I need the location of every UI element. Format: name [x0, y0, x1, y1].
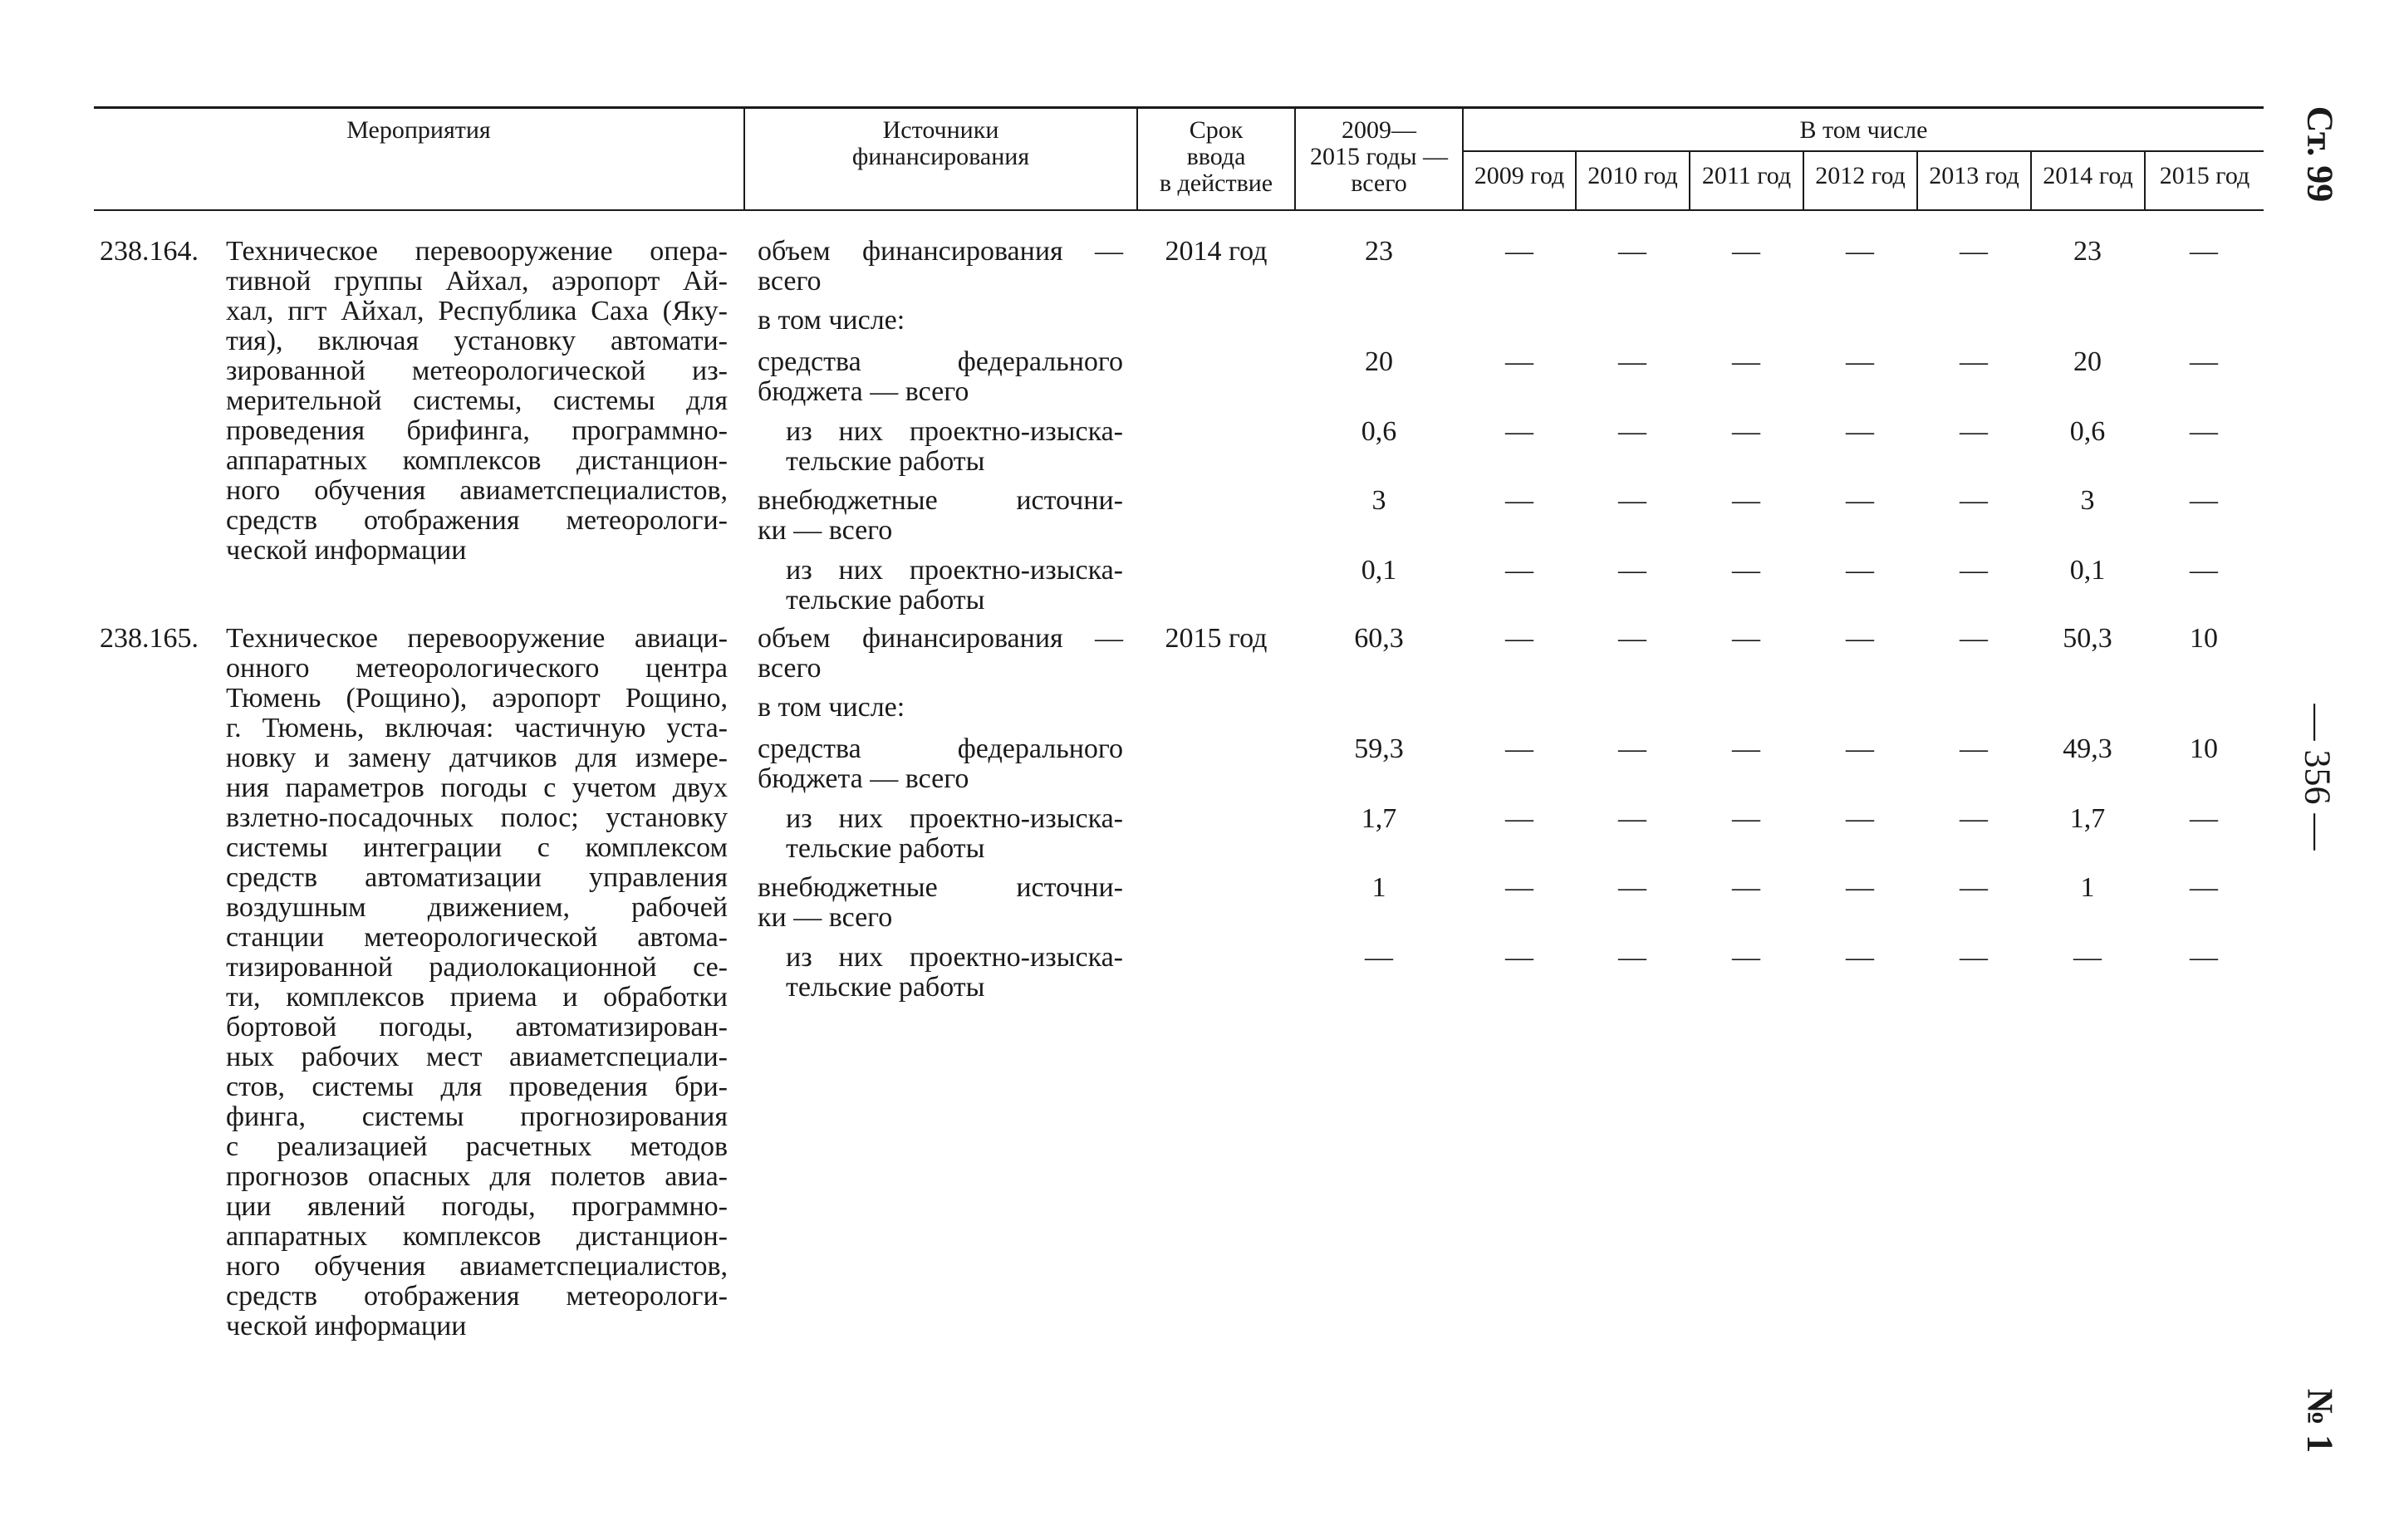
- entry-title-line: ческой информации: [226, 535, 467, 566]
- header-term: Срок ввода в действие: [1159, 116, 1273, 197]
- funding-source-line: из них проектно-изыска-: [786, 803, 1123, 834]
- funding-source-line: из них проектно-изыска-: [786, 942, 1123, 973]
- funding-source-line: объем финансирования —: [758, 236, 1123, 267]
- funding-source-line: из них проектно-изыска-: [786, 416, 1123, 447]
- entry-title-line: Техническое перевооружение опера-: [226, 236, 728, 267]
- year-value: —: [1846, 942, 1874, 973]
- year-value: —: [1960, 346, 1988, 377]
- header-year-2010: 2010 год: [1587, 162, 1678, 189]
- funding-source-line: всего: [758, 653, 822, 684]
- year-value: —: [1960, 803, 1988, 834]
- funding-source-label: [758, 486, 1123, 546]
- year-value: —: [1846, 872, 1874, 903]
- year-value: —: [1732, 555, 1760, 586]
- funding-source-line: средства федерального: [758, 733, 1123, 764]
- year-value: —: [1960, 485, 1988, 516]
- total-value: 60,3: [1354, 623, 1404, 654]
- year-value: —: [1732, 872, 1760, 903]
- year-value: 0,1: [2069, 555, 2106, 586]
- year-value: —: [1618, 803, 1646, 834]
- year-value: —: [1846, 555, 1874, 586]
- year-value: —: [1846, 346, 1874, 377]
- year-value: —: [1505, 416, 1533, 447]
- year-value: —: [1618, 623, 1646, 654]
- funding-source-label: [786, 943, 1123, 1003]
- year-value: —: [1732, 236, 1760, 267]
- total-value: —: [1365, 942, 1393, 973]
- entry-title-line: ного обучения авиаметспециалистов,: [226, 1251, 728, 1282]
- year-value: —: [1505, 733, 1533, 764]
- entry-term: 2014 год: [1165, 236, 1268, 267]
- funding-source-line: из них проектно-изыска-: [786, 555, 1123, 586]
- year-value: 10: [2190, 623, 2218, 654]
- funding-source-line: объем финансирования —: [758, 623, 1123, 654]
- total-value: 3: [1371, 485, 1386, 516]
- entry-title-line: ния параметров погоды с учетом двух: [226, 772, 728, 803]
- entry-title-line: системы интеграции с комплексом: [226, 832, 728, 863]
- entry-title-line: средств отображения метеорологи-: [226, 505, 728, 536]
- funding-source-line: внебюджетные источни-: [758, 485, 1123, 516]
- funding-source-line: тельские работы: [786, 585, 985, 616]
- year-value: —: [2073, 942, 2102, 973]
- year-value: —: [1732, 416, 1760, 447]
- funding-source-label: [758, 624, 1123, 684]
- total-value: 0,1: [1361, 555, 1397, 586]
- year-value: —: [1618, 346, 1646, 377]
- entry-title-line: онного метеорологического центра: [226, 653, 728, 684]
- year-value: —: [1618, 485, 1646, 516]
- year-value: —: [2190, 872, 2218, 903]
- year-value: 10: [2190, 733, 2218, 764]
- year-value: —: [2190, 346, 2218, 377]
- entry-title-line: тивной группы Айхал, аэропорт Ай-: [226, 266, 728, 297]
- total-value: 1,7: [1361, 803, 1397, 834]
- issue-number: № 1: [2299, 1388, 2341, 1454]
- total-value: 59,3: [1354, 733, 1404, 764]
- year-value: —: [1732, 346, 1760, 377]
- funding-source-line: бюджета — всего: [758, 763, 969, 794]
- year-value: —: [2190, 555, 2218, 586]
- year-value: 49,3: [2063, 733, 2112, 764]
- page-number: — 356 —: [2297, 704, 2338, 851]
- entry-title-line: с реализацией расчетных методов: [226, 1131, 728, 1162]
- year-value: —: [1618, 555, 1646, 586]
- year-value: 20: [2073, 346, 2102, 377]
- year-value: 1,7: [2069, 803, 2106, 834]
- including-label: в том числе:: [758, 692, 905, 723]
- year-value: —: [1618, 236, 1646, 267]
- year-value: —: [1846, 803, 1874, 834]
- year-value: —: [1618, 872, 1646, 903]
- entry-title-line: ти, комплексов приема и обработки: [226, 982, 728, 1013]
- entry-title-line: ческой информации: [226, 1311, 467, 1341]
- header-year-2009: 2009 год: [1474, 162, 1565, 189]
- entry-term: 2015 год: [1165, 623, 1268, 654]
- entry-title-line: ных рабочих мест авиаметспециали-: [226, 1042, 728, 1072]
- header-year-2014: 2014 год: [2043, 162, 2133, 189]
- year-value: 0,6: [2069, 416, 2106, 447]
- entry-number: 238.165.: [100, 623, 199, 654]
- year-value: —: [1618, 942, 1646, 973]
- entry-title-line: бортовой погоды, автоматизирован-: [226, 1012, 728, 1042]
- entry-number: 238.164.: [100, 236, 199, 267]
- year-value: —: [1960, 733, 1988, 764]
- funding-source-label: [786, 556, 1123, 616]
- year-value: —: [1505, 623, 1533, 654]
- entry-title-line: аппаратных комплексов дистанцион-: [226, 1221, 728, 1252]
- funding-source-line: внебюджетные источни-: [758, 872, 1123, 903]
- entry-title-line: аппаратных комплексов дистанцион-: [226, 445, 728, 476]
- year-value: —: [1846, 485, 1874, 516]
- year-value: —: [1505, 236, 1533, 267]
- year-value: —: [1960, 555, 1988, 586]
- year-value: —: [2190, 803, 2218, 834]
- entry-title-line: станции метеорологической автома-: [226, 922, 728, 953]
- year-value: —: [2190, 485, 2218, 516]
- header-total: 2009— 2015 годы — всего: [1309, 116, 1449, 197]
- funding-source-line: ки — всего: [758, 902, 893, 933]
- header-bottom-rule: [94, 209, 2264, 211]
- entry-title-line: взлетно-посадочных полос; установку: [226, 802, 728, 833]
- total-value: 1: [1371, 872, 1386, 903]
- year-value: —: [1960, 416, 1988, 447]
- entry-title-line: новку и замену датчиков для измере-: [226, 743, 728, 773]
- year-value: —: [1732, 623, 1760, 654]
- funding-source-line: тельские работы: [786, 833, 985, 864]
- funding-source-label: [758, 734, 1123, 794]
- year-value: —: [1846, 733, 1874, 764]
- year-value: —: [2190, 416, 2218, 447]
- year-value: —: [1960, 872, 1988, 903]
- entry-title-line: финга, системы прогнозирования: [226, 1101, 728, 1132]
- entry-title-line: зированной метеорологической из-: [226, 356, 728, 386]
- entry-title-line: г. Тюмень, включая: частичную уста-: [226, 713, 728, 743]
- header-year-2011: 2011 год: [1701, 162, 1792, 189]
- entry-title-line: воздушным движением, рабочей: [226, 892, 728, 923]
- year-value: —: [1505, 485, 1533, 516]
- entry-title-line: стов, системы для проведения бри-: [226, 1072, 728, 1102]
- header-year-2012: 2012 год: [1815, 162, 1906, 189]
- entry-title-line: Тюмень (Рощино), аэропорт Рощино,: [226, 683, 728, 714]
- year-value: —: [1732, 942, 1760, 973]
- year-value: —: [1618, 733, 1646, 764]
- entry-title-line: проведения брифинга, программно-: [226, 415, 728, 446]
- funding-source-label: [786, 804, 1123, 864]
- entry-title-line: ции явлений погоды, программно-: [226, 1191, 728, 1222]
- funding-source-label: [758, 873, 1123, 933]
- funding-source-line: всего: [758, 266, 822, 297]
- total-value: 23: [1365, 236, 1393, 267]
- funding-source-label: [758, 237, 1123, 297]
- entry-title-line: тия), включая установку автомати-: [226, 326, 728, 356]
- funding-source-label: [758, 347, 1123, 407]
- year-value: —: [2190, 942, 2218, 973]
- year-value: —: [1618, 416, 1646, 447]
- header-including: В том числе: [1799, 116, 1928, 144]
- year-value: —: [1960, 623, 1988, 654]
- entry-title: [226, 237, 728, 566]
- entry-title-line: мерительной системы, системы для: [226, 385, 728, 416]
- entry-title-line: хал, пгт Айхал, Республика Саха (Яку-: [226, 296, 728, 326]
- year-value: —: [1732, 485, 1760, 516]
- year-value: —: [1846, 236, 1874, 267]
- year-value: —: [1960, 942, 1988, 973]
- year-value: —: [1960, 236, 1988, 267]
- year-value: —: [1846, 623, 1874, 654]
- year-value: —: [1732, 733, 1760, 764]
- funding-source-line: ки — всего: [758, 515, 893, 546]
- table-top-rule: [94, 106, 2264, 109]
- year-value: —: [2190, 236, 2218, 267]
- funding-source-line: средства федерального: [758, 346, 1123, 377]
- year-value: —: [1505, 555, 1533, 586]
- header-measures: Мероприятия: [346, 116, 491, 144]
- year-value: 50,3: [2063, 623, 2112, 654]
- entry-title-line: средств отображения метеорологи-: [226, 1281, 728, 1312]
- year-value: —: [1505, 803, 1533, 834]
- year-value: —: [1505, 942, 1533, 973]
- entry-title-line: прогнозов опасных для полетов авиа-: [226, 1161, 728, 1192]
- header-year-2013: 2013 год: [1929, 162, 2019, 189]
- funding-source-label: [786, 417, 1123, 477]
- including-label: в том числе:: [758, 305, 905, 336]
- entry-title: [226, 624, 728, 1341]
- entry-title-line: ного обучения авиаметспециалистов,: [226, 475, 728, 506]
- funding-source-line: бюджета — всего: [758, 376, 969, 407]
- total-value: 0,6: [1361, 416, 1397, 447]
- year-value: —: [1732, 803, 1760, 834]
- entry-title-line: Техническое перевооружение авиаци-: [226, 623, 728, 654]
- year-value: —: [1846, 416, 1874, 447]
- year-value: 1: [2080, 872, 2095, 903]
- year-value: —: [1505, 872, 1533, 903]
- page-ref: Ст. 99: [2299, 105, 2341, 203]
- year-value: —: [1505, 346, 1533, 377]
- funding-source-line: тельские работы: [786, 972, 985, 1003]
- funding-source-line: тельские работы: [786, 446, 985, 477]
- year-value: 23: [2073, 236, 2102, 267]
- year-value: 3: [2080, 485, 2095, 516]
- header-year-2015: 2015 год: [2159, 162, 2250, 189]
- entry-title-line: тизированной радиолокационной се-: [226, 952, 728, 983]
- header-sources: Источники финансирования: [851, 116, 1030, 170]
- entry-title-line: средств автоматизации управления: [226, 862, 728, 893]
- total-value: 20: [1365, 346, 1393, 377]
